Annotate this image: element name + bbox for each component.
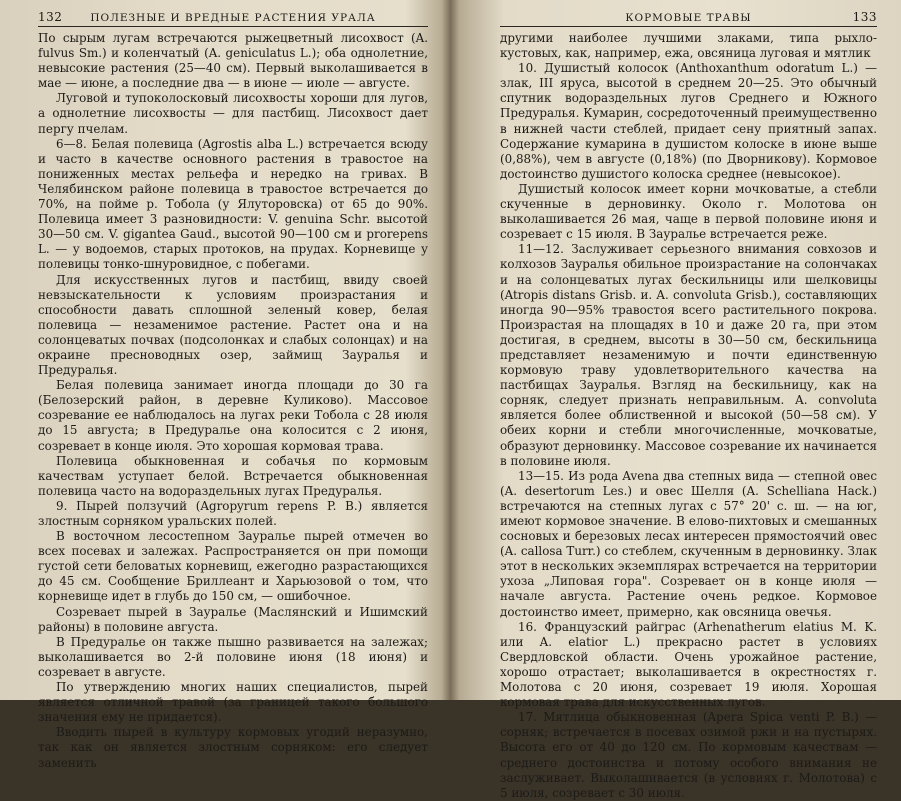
paragraph: 10. Душистый колосок (Anthoxanthum odoratum L.) — злак, III яруса, высотой в среднем 20—25. Это обычный спутник водораздельных лугов Среднего и Южного Предуралья. Кумарин, сосредоточенный преимущественно в нижней части стеблей, придает сену приятный запах. Содержание кумарина в душистом колоске в июне выше (0,88%), чем в августе (0,18%) (по Дворникову). Кормовое достоинство душистого колоска среднее (невысокое). [500,61,877,181]
paragraph: 9. Пырей ползучий (Agropyrum repens P. B.) является злостным сорняком уральских полей. [38,498,428,528]
right-page [452,0,901,800]
paragraph: Белая полевица занимает иногда площади до 30 га (Белозерский район, в деревне Куликово). Массовое созревание ее наблюдалось на лугах реки Тобола с 28 июля до 15 августа; в Предуралье она колосится с 2 июня, созревает в конце июля. Это хорошая кормовая трава. [38,378,428,453]
paragraph: 11—12. Заслуживает серьезного внимания совхозов и колхозов Зауралья обильное произрастание на солончаках и на солонцеватых лугах бескильницы или шелковицы (Atropis distans Grisb. и. A. convoluta Grisb.), составляющих иногда 90—95% травостоя всего растительного покрова. Произрастая на площадях в 10 и даже 20 га, при этом достигая, в среднем, высоты в 30—50 см, бескильница представляет незаменимую и почти единственную кормовую траву удовлетворительного качества на пастбищах Зауралья. Взгляд на бескильницу, как на сорняк, следует признать неправильным. A. convoluta является более облиственной и высокой (50—58 см). У обеих корни и стебли многочисленные, мочковатые, образуют дерновинку. Массовое созревание их начинается в половине июля. [500,242,877,468]
paragraph: В Предуралье он также пышно развивается на залежах; выколашивается во 2-й половине июня (18 июня) и созревает в августе. [38,634,428,679]
paragraph: 16. Французский райграс (Arhenatherum elatius M. K. или A. elatior L.) прекрасно растет в условиях Свердловской области. Очень урожайное растение, хорошо отрастает; выколашивается в окрестностях г. Молотова с 20 июня, созревает 19 июля. Хорошая кормовая трава для искусственных лугов. [500,619,877,710]
right-page-body [500,31,877,801]
paragraph: Душистый колосок имеет корни мочковатые, а стебли скученные в дерновинку. Около г. Молотова он выколашивается 26 мая, чаще в первой половине июня и созревает с 15 июля. В Зауралье встречается реже. [500,181,877,242]
right-page-header [500,10,877,27]
paragraph: Полевица обыкновенная и собачья по кормовым качествам уступает белой. Встречается обыкновенная полевица часто на водораздельных лугах Предуралья. [38,453,428,498]
paragraph: Вводить пырей в культуру кормовых угодий неразумно, так как он является злостным сорняком: его следует заменить [38,725,428,770]
paragraph: Созревает пырей в Зауралье (Маслянский и Ишимский районы) в половине августа. [38,604,428,634]
paragraph: В восточном лесостепном Зауралье пырей отмечен во всех посевах и залежах. Распространяется он при помощи густой сети беловатых корневищ, ежегодно разрастающихся до 45 см. Сообщение Бриллеант и Харьюзовой о том, что корневище идет в глубь до 150 см, — ошибочное. [38,529,428,604]
paragraph: 6—8. Белая полевица (Agrostis alba L.) встречается всюду и часто в качестве основного растения в травостое на пониженных местах рельефа и нередко на гривах. В Челябинском районе полевица в травостое встречается до 70%, на пойме р. Тобола (у Ялуторовска) от 65 до 90%. Полевица имеет 3 разновидности: V. genuina Schr. высотой 30—50 см. V. gigantea Gaud., высотой 90—100 см и prorepens L. — у водоемов, старых протоков, на прудах. Корневище у полевицы тонко-шнуровидное, с побегами. [38,136,428,272]
paragraph: другими наиболее лучшими злаками, типа рыхло-кустовых, как, например, ежа, овсяница луговая и мятлик [500,31,877,61]
left-page-header [38,10,428,27]
paragraph: 13—15. Из рода Avena два степных вида — степной овес (A. desertorum Les.) и овес Шелля (A. Schelliana Hack.) встречаются на степных лугах с 57° 20' с. ш. — на юг, имеют кормовое значение. В елово-пихтовых и смешанных сосновых и березовых лесах интересен прямостоячий овес (A. callosa Turr.) со стеблем, скученным в дерновинку. Злак этот в нескольких экземплярах встречается на территории ухоза „Липовая гора". Созревает он в конце июля — начале августа. Растение очень редкое. Кормовое достоинство имеет, примерно, как овсяница овечья. [500,468,877,619]
paragraph: Для искусственных лугов и пастбищ, ввиду своей невзыскательности к условиям произрастания и способности давать сплошной зеленый ковер, белая полевица — незаменимое растение. Растет она и на солонцеватых почвах (подсолонках и слабых солонцах) и на окраине пресноводных озер, займищ Зауралья и Предуралья. [38,272,428,378]
running-title: ПОЛЕЗНЫЕ И ВРЕДНЫЕ РАСТЕНИЯ УРАЛА [90,12,376,24]
page-number: 133 [852,10,877,24]
running-title: КОРМОВЫЕ ТРАВЫ [625,12,752,24]
left-page-body [38,31,428,771]
paragraph: 17. Мятлица обыкновенная (Apera Spica venti P. B.) — сорняк; встречается в посевах озимой ржи и на пустырях. Высота его от 40 до 120 см. По кормовым качествам — среднего достоинства и потому особого внимания не заслуживает. Выколашивается (в условиях г. Молотова) с 5 июля, созревает с 30 июля. [500,710,877,800]
page-number: 132 [38,10,63,24]
paragraph: По утверждению многих наших специалистов, пырей является отличной травой (за границей такого большого значения ему не придается). [38,680,428,725]
left-page [0,0,448,770]
paragraph: Луговой и тупоколосковый лисохвосты хороши для лугов, а однолетние лисохвосты — для пастбищ. Лисохвост дает пергу пчелам. [38,91,428,136]
paragraph: По сырым лугам встречаются рыжецветный лисохвост (A. fulvus Sm.) и коленчатый (A. geniculatus L.); оба однолетние, невысокие растения (25—40 см). Первый выколашивается в мае — июне, а последние два — в июне — июле — августе. [38,31,428,91]
